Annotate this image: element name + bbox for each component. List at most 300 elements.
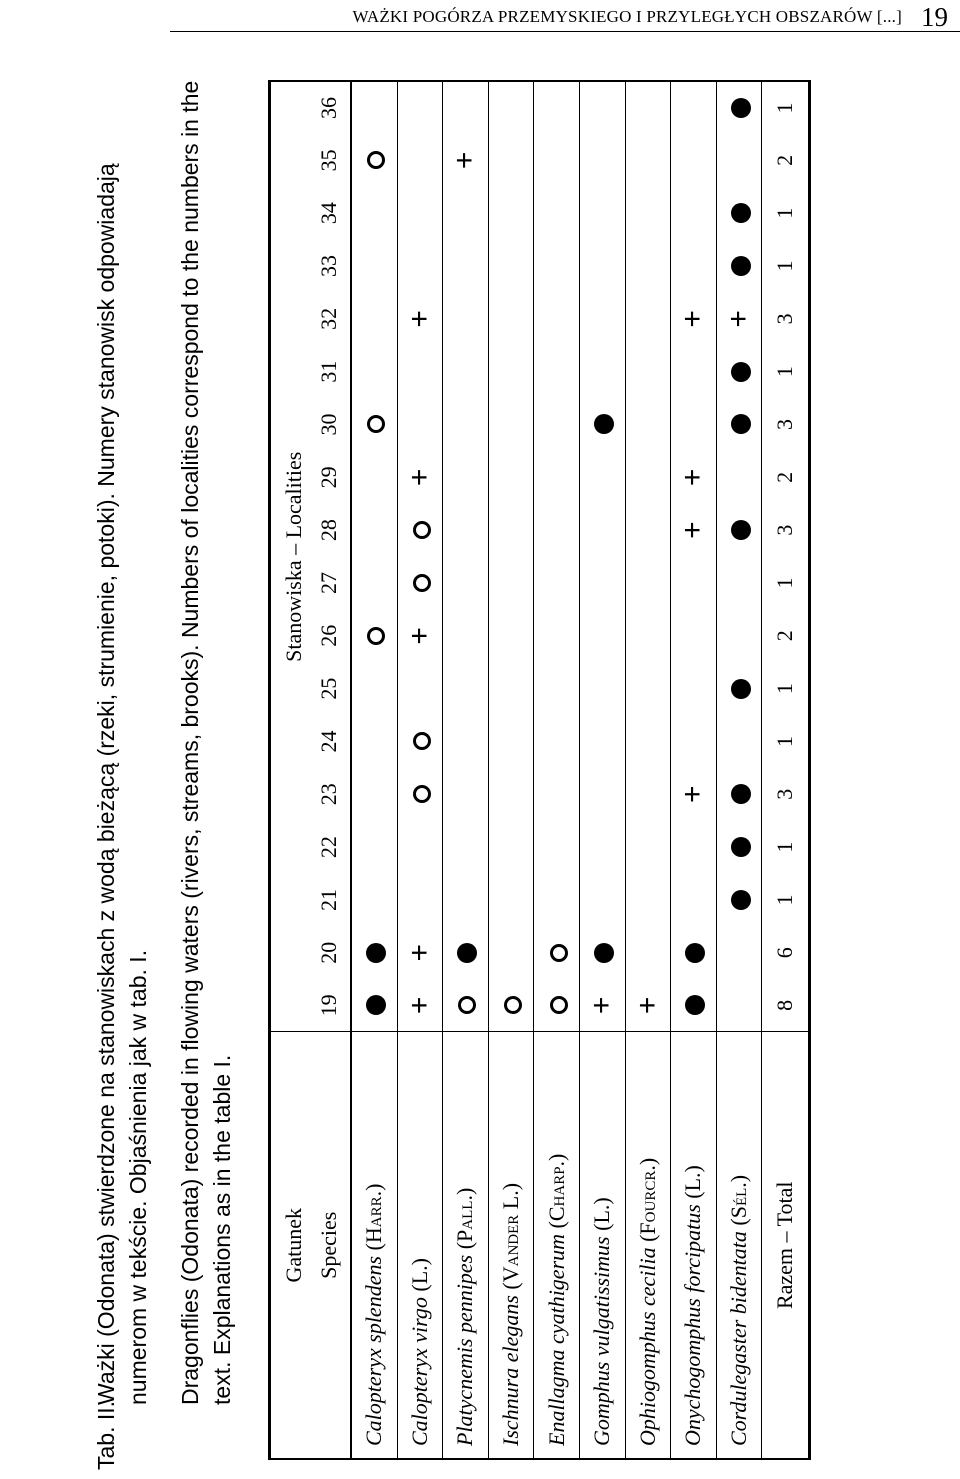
- species-author-wrap: (Harr.): [361, 1183, 387, 1256]
- record-cell: [488, 134, 534, 187]
- record-plus-icon: +: [676, 310, 710, 328]
- record-cell: [579, 345, 625, 398]
- caption-polish-text: Ważki (Odonata) stwierdzone na stanowiskach z wodą bieżącą (rzeki, strumienie, potoki). Numery stanowisk odpowiadają numerom w tekście. Objaśnienia jak w tab. I.: [93, 163, 151, 1405]
- record-cell: [579, 187, 625, 240]
- total-value: 6: [772, 947, 798, 959]
- record-cell: [716, 81, 762, 134]
- record-cell: [534, 398, 580, 451]
- record-cell: [488, 398, 534, 451]
- record-cell: [625, 926, 671, 979]
- record-cell: [671, 504, 717, 557]
- record-cell: [351, 240, 397, 293]
- table-caption: [90, 70, 238, 1470]
- record-cell: [534, 187, 580, 240]
- total-value: 1: [772, 894, 798, 906]
- record-cell: [671, 345, 717, 398]
- record-cell: [716, 926, 762, 979]
- record-cell: [625, 134, 671, 187]
- species-author: Sél.: [726, 1182, 752, 1219]
- record-cell: [579, 662, 625, 715]
- record-cell: [534, 557, 580, 610]
- record-cell: [716, 821, 762, 874]
- species-binomial: Gomphus vulgatissimus: [589, 1236, 615, 1446]
- species-author: Pall.: [452, 1195, 478, 1242]
- species-binomial: Onychogomphus forcipatus: [680, 1204, 706, 1446]
- caption-polish: [90, 70, 154, 1470]
- record-cell: [351, 81, 397, 134]
- record-ring-icon: [413, 732, 431, 750]
- record-cell: [488, 187, 534, 240]
- record-cell: [397, 134, 443, 187]
- record-cell: [397, 240, 443, 293]
- record-cell: [397, 821, 443, 874]
- header-rule: [170, 31, 960, 32]
- total-value: 1: [772, 260, 798, 272]
- record-cell: [534, 134, 580, 187]
- record-cell: [625, 979, 671, 1032]
- record-cell: [351, 715, 397, 768]
- locality-number: 32: [307, 292, 351, 345]
- record-cell: [625, 398, 671, 451]
- record-cell: [443, 979, 489, 1032]
- total-value: 1: [772, 735, 798, 747]
- total-value: 1: [772, 683, 798, 695]
- record-cell: [671, 768, 717, 821]
- record-cell: [397, 557, 443, 610]
- record-cell: [443, 662, 489, 715]
- record-cell: [488, 821, 534, 874]
- species-binomial: Calopteryx splendens: [361, 1255, 387, 1446]
- record-cell: [488, 292, 534, 345]
- record-dot-icon: [731, 890, 751, 910]
- locality-number: 21: [307, 874, 351, 927]
- record-cell: [488, 609, 534, 662]
- total-value: 2: [772, 154, 798, 166]
- record-plus-icon: +: [402, 944, 436, 962]
- record-cell: [534, 874, 580, 927]
- record-cell: [443, 874, 489, 927]
- record-cell: [579, 134, 625, 187]
- record-cell: [579, 504, 625, 557]
- record-ring-icon: [504, 996, 522, 1014]
- header-row-top: [270, 81, 308, 1459]
- species-header-pl: Gatunek: [270, 1032, 308, 1459]
- record-plus-icon: +: [676, 785, 710, 804]
- total-label: Razem – Total: [762, 1032, 810, 1459]
- record-cell: [625, 557, 671, 610]
- record-cell: [671, 926, 717, 979]
- record-plus-icon: +: [585, 996, 619, 1015]
- record-dot-icon: [366, 995, 386, 1015]
- total-value: 1: [772, 366, 798, 378]
- record-cell: [397, 398, 443, 451]
- record-cell: [351, 504, 397, 557]
- localities-header: Stanowiska – Localities: [281, 451, 306, 662]
- species-binomial: Platycnemis pennipes: [452, 1254, 478, 1446]
- record-cell: [579, 292, 625, 345]
- record-cell: [397, 926, 443, 979]
- species-author-wrap: (Fourcr.): [634, 1157, 660, 1248]
- record-ring-icon: [367, 415, 385, 433]
- record-cell: [625, 609, 671, 662]
- record-dot-icon: [731, 98, 751, 118]
- species-name: [534, 1032, 580, 1459]
- caption-label: Tab. II.: [93, 1400, 119, 1470]
- record-cell: [488, 662, 534, 715]
- locality-number: 33: [307, 240, 351, 293]
- species-binomial: Calopteryx virgo: [406, 1297, 432, 1446]
- record-cell: [534, 451, 580, 504]
- caption-english: [174, 70, 238, 1470]
- total-value: 1: [772, 841, 798, 853]
- record-cell: [671, 609, 717, 662]
- record-plus-icon: +: [722, 310, 756, 328]
- record-cell: [625, 81, 671, 134]
- header-row-numbers: [307, 81, 351, 1459]
- record-cell: [671, 662, 717, 715]
- record-cell: [716, 240, 762, 293]
- total-value: 3: [772, 788, 798, 800]
- locality-number: 26: [307, 609, 351, 662]
- record-cell: [625, 715, 671, 768]
- rotated-table-block: [90, 70, 960, 1470]
- species-author-wrap: (L.): [680, 1165, 706, 1205]
- total-row: [762, 81, 810, 1459]
- species-row: [488, 81, 534, 1459]
- record-cell: [351, 292, 397, 345]
- record-cell: [534, 715, 580, 768]
- record-cell: [625, 662, 671, 715]
- record-ring-icon: [458, 996, 476, 1014]
- total-value: 2: [772, 471, 798, 483]
- locality-number: 27: [307, 557, 351, 610]
- record-cell: [397, 715, 443, 768]
- record-cell: [351, 398, 397, 451]
- species-row: [579, 81, 625, 1459]
- record-cell: [671, 292, 717, 345]
- record-cell: [579, 979, 625, 1032]
- record-cell: [443, 609, 489, 662]
- record-plus-icon: +: [448, 151, 482, 170]
- record-cell: [351, 662, 397, 715]
- species-author-wrap: (L.): [589, 1197, 615, 1237]
- record-cell: [488, 451, 534, 504]
- species-name: [671, 1032, 717, 1459]
- record-cell: [625, 345, 671, 398]
- record-ring-icon: [367, 627, 385, 645]
- record-cell: [534, 292, 580, 345]
- record-cell: [443, 240, 489, 293]
- record-cell: [488, 979, 534, 1032]
- record-ring-icon: [367, 151, 385, 169]
- record-cell: [716, 768, 762, 821]
- record-ring-icon: [413, 574, 431, 592]
- locality-number: 24: [307, 715, 351, 768]
- species-name: [625, 1032, 671, 1459]
- record-cell: [488, 240, 534, 293]
- record-cell: [534, 609, 580, 662]
- species-name: [579, 1032, 625, 1459]
- record-cell: [443, 398, 489, 451]
- species-author: L.: [589, 1204, 615, 1224]
- record-cell: [716, 292, 762, 345]
- running-header: [0, 0, 960, 36]
- record-cell: [716, 398, 762, 451]
- record-cell: [351, 187, 397, 240]
- record-cell: [443, 926, 489, 979]
- record-cell: [579, 926, 625, 979]
- record-cell: [443, 187, 489, 240]
- record-cell: [351, 609, 397, 662]
- record-cell: [534, 662, 580, 715]
- species-name: [397, 1032, 443, 1459]
- species-row: [443, 81, 489, 1459]
- species-row: [716, 81, 762, 1459]
- record-cell: [488, 715, 534, 768]
- record-cell: [671, 81, 717, 134]
- record-cell: [397, 187, 443, 240]
- locality-number: 19: [307, 979, 351, 1032]
- total-value: 1: [772, 102, 798, 114]
- record-cell: [579, 821, 625, 874]
- record-plus-icon: +: [402, 996, 436, 1015]
- record-cell: [397, 979, 443, 1032]
- total-value: 3: [772, 418, 798, 430]
- record-cell: [397, 662, 443, 715]
- record-cell: [351, 345, 397, 398]
- record-cell: [397, 81, 443, 134]
- record-plus-icon: +: [402, 627, 436, 645]
- species-name: [716, 1032, 762, 1459]
- species-author: Vander L.: [498, 1190, 524, 1283]
- locality-number: 20: [307, 926, 351, 979]
- caption-english-text: Dragonflies (Odonata) recorded in flowing waters (rivers, streams, brooks). Numbers of localities correspond to the numbers in the text. Explanations as in the table I.: [177, 80, 235, 1405]
- record-dot-icon: [457, 943, 477, 963]
- record-cell: [397, 768, 443, 821]
- record-ring-icon: [550, 944, 568, 962]
- record-cell: [625, 451, 671, 504]
- locality-number: 30: [307, 398, 351, 451]
- record-cell: [443, 451, 489, 504]
- record-cell: [671, 240, 717, 293]
- locality-number: 29: [307, 451, 351, 504]
- record-cell: [443, 345, 489, 398]
- record-cell: [443, 768, 489, 821]
- record-plus-icon: +: [630, 996, 664, 1015]
- record-plus-icon: +: [402, 310, 436, 328]
- species-binomial: Cordulegaster bidentata: [726, 1231, 752, 1446]
- species-author-wrap: (L.): [406, 1258, 432, 1298]
- record-dot-icon: [731, 679, 751, 699]
- total-value: 3: [772, 313, 798, 325]
- record-cell: [351, 821, 397, 874]
- record-cell: [579, 451, 625, 504]
- record-cell: [351, 979, 397, 1032]
- record-cell: [397, 451, 443, 504]
- record-dot-icon: [731, 784, 751, 804]
- record-cell: [488, 504, 534, 557]
- record-cell: [534, 345, 580, 398]
- record-cell: [534, 240, 580, 293]
- species-table: [268, 80, 811, 1460]
- record-cell: [579, 398, 625, 451]
- species-author: Harr.: [361, 1190, 387, 1244]
- record-dot-icon: [731, 203, 751, 223]
- species-header-en: Species: [307, 1032, 351, 1459]
- record-cell: [351, 926, 397, 979]
- species-author-wrap: (Charp.): [543, 1153, 569, 1234]
- record-cell: [534, 504, 580, 557]
- locality-number: 22: [307, 821, 351, 874]
- species-author: Charp.: [543, 1160, 569, 1222]
- record-cell: [625, 504, 671, 557]
- locality-number: 35: [307, 134, 351, 187]
- record-cell: [716, 874, 762, 927]
- record-cell: [397, 292, 443, 345]
- species-author: L.: [680, 1172, 706, 1192]
- record-cell: [397, 504, 443, 557]
- record-cell: [351, 134, 397, 187]
- record-cell: [671, 451, 717, 504]
- total-value: 8: [772, 999, 798, 1011]
- record-cell: [625, 292, 671, 345]
- record-cell: [397, 345, 443, 398]
- record-cell: [716, 557, 762, 610]
- record-cell: [397, 609, 443, 662]
- record-cell: [351, 557, 397, 610]
- record-cell: [488, 874, 534, 927]
- record-cell: [716, 504, 762, 557]
- species-row: [625, 81, 671, 1459]
- record-cell: [671, 398, 717, 451]
- species-binomial: Enallagma cyathigerum: [543, 1233, 569, 1446]
- total-value: 1: [772, 207, 798, 219]
- record-cell: [443, 821, 489, 874]
- record-cell: [625, 821, 671, 874]
- record-ring-icon: [550, 996, 568, 1014]
- record-cell: [671, 874, 717, 927]
- record-cell: [534, 926, 580, 979]
- record-dot-icon: [731, 414, 751, 434]
- species-author-wrap: (Pall.): [452, 1187, 478, 1255]
- total-value: 3: [772, 524, 798, 536]
- species-row: [397, 81, 443, 1459]
- record-cell: [534, 979, 580, 1032]
- record-cell: [534, 821, 580, 874]
- record-dot-icon: [731, 837, 751, 857]
- record-dot-icon: [731, 362, 751, 382]
- record-cell: [488, 557, 534, 610]
- locality-number: 34: [307, 187, 351, 240]
- record-cell: [716, 187, 762, 240]
- record-cell: [443, 504, 489, 557]
- record-cell: [579, 715, 625, 768]
- record-ring-icon: [413, 785, 431, 803]
- record-cell: [625, 768, 671, 821]
- record-dot-icon: [685, 943, 705, 963]
- record-cell: [351, 874, 397, 927]
- species-name: [488, 1032, 534, 1459]
- record-cell: [625, 240, 671, 293]
- species-row: [534, 81, 580, 1459]
- record-dot-icon: [685, 995, 705, 1015]
- species-name: [351, 1032, 397, 1459]
- record-plus-icon: +: [676, 521, 710, 539]
- record-cell: [443, 557, 489, 610]
- record-cell: [443, 134, 489, 187]
- record-dot-icon: [731, 520, 751, 540]
- locality-number: 23: [307, 768, 351, 821]
- species-binomial: Ophiogomphus cecilia: [634, 1247, 660, 1446]
- record-cell: [671, 134, 717, 187]
- record-cell: [625, 874, 671, 927]
- record-cell: [488, 768, 534, 821]
- record-cell: [351, 451, 397, 504]
- record-cell: [625, 187, 671, 240]
- record-cell: [443, 81, 489, 134]
- record-cell: [716, 715, 762, 768]
- locality-number: 28: [307, 504, 351, 557]
- species-binomial: Ischnura elegans: [498, 1295, 524, 1446]
- record-dot-icon: [594, 943, 614, 963]
- species-name: [443, 1032, 489, 1459]
- record-cell: [671, 715, 717, 768]
- species-row: [671, 81, 717, 1459]
- record-cell: [488, 926, 534, 979]
- record-cell: [488, 345, 534, 398]
- record-dot-icon: [731, 256, 751, 276]
- locality-number: 31: [307, 345, 351, 398]
- record-cell: [716, 451, 762, 504]
- record-cell: [716, 609, 762, 662]
- record-cell: [579, 609, 625, 662]
- record-cell: [579, 240, 625, 293]
- record-cell: [671, 187, 717, 240]
- locality-number: 36: [307, 81, 351, 134]
- total-value: 1: [772, 577, 798, 589]
- record-plus-icon: +: [676, 468, 710, 487]
- record-dot-icon: [594, 414, 614, 434]
- page-number: 19: [921, 2, 948, 32]
- total-value: 2: [772, 630, 798, 642]
- species-author: L.: [406, 1265, 432, 1285]
- record-plus-icon: +: [402, 468, 436, 487]
- locality-number: 25: [307, 662, 351, 715]
- record-cell: [716, 345, 762, 398]
- record-cell: [443, 715, 489, 768]
- species-author-wrap: (Vander L.): [498, 1182, 524, 1296]
- record-cell: [579, 768, 625, 821]
- record-cell: [579, 874, 625, 927]
- record-cell: [534, 768, 580, 821]
- record-cell: [579, 81, 625, 134]
- species-author-wrap: (Sél.): [726, 1174, 752, 1232]
- species-author: Fourcr.: [634, 1165, 660, 1235]
- record-cell: [716, 134, 762, 187]
- record-cell: [716, 662, 762, 715]
- record-cell: [351, 768, 397, 821]
- running-title: WAŻKI POGÓRZA PRZEMYSKIEGO I PRZYLEGŁYCH OBSZARÓW [...]: [352, 7, 902, 26]
- record-cell: [488, 81, 534, 134]
- record-cell: [671, 979, 717, 1032]
- record-cell: [443, 292, 489, 345]
- record-cell: [716, 979, 762, 1032]
- record-cell: [534, 81, 580, 134]
- record-cell: [397, 874, 443, 927]
- species-row: [351, 81, 397, 1459]
- record-ring-icon: [413, 521, 431, 539]
- record-cell: [579, 557, 625, 610]
